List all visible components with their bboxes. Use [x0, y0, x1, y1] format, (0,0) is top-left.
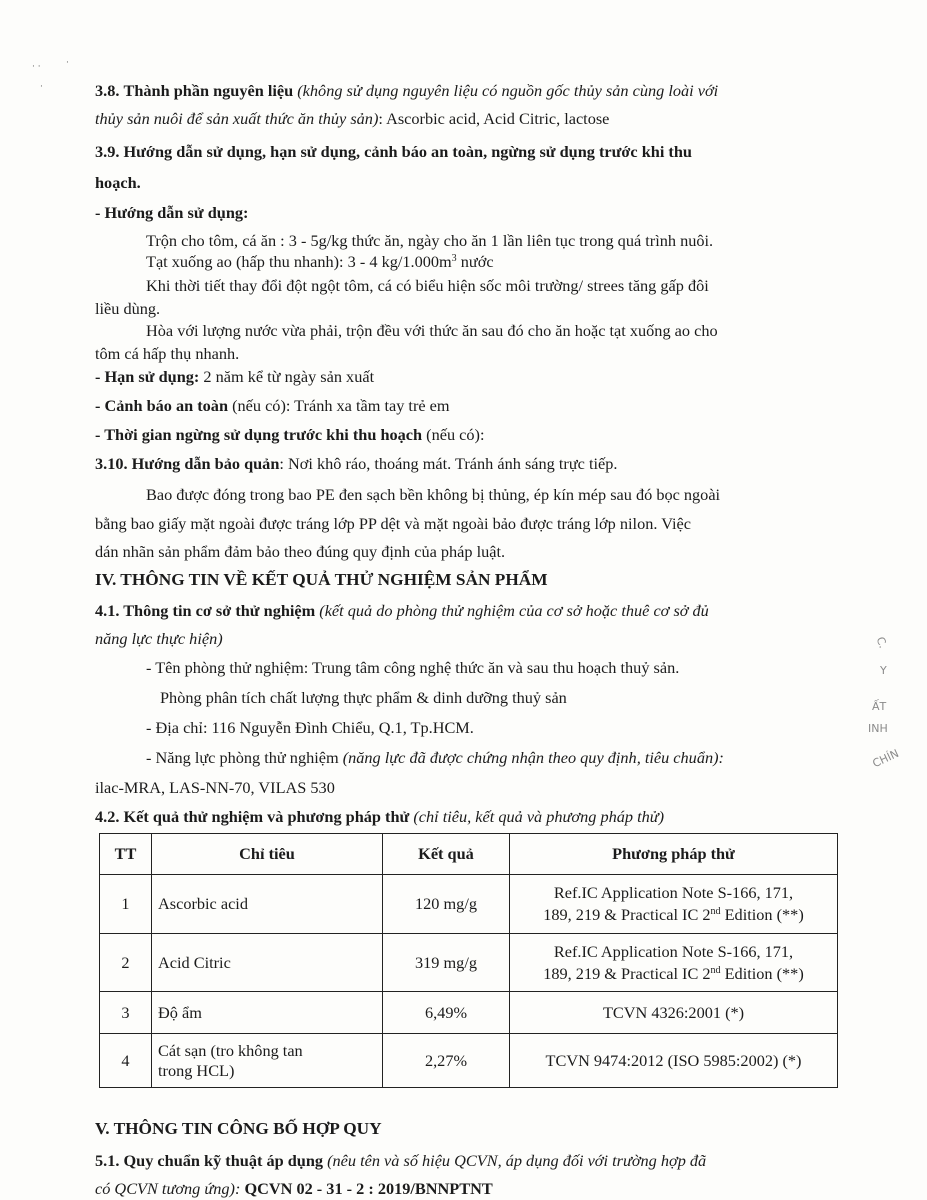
shelf-life: - Hạn sử dụng: 2 năm kể từ ngày sản xuất — [95, 367, 375, 386]
lab-name: - Tên phòng thử nghiệm: Trung tâm công nghệ thức ăn và sau thu hoạch thuỷ sản. — [146, 658, 680, 677]
row-index: 4 — [100, 1034, 152, 1088]
indicator-cell: Ascorbic acid — [152, 875, 383, 934]
usage-line-4: Hòa với lượng nước vừa phải, trộn đều với thức ăn sau đó cho ăn hoặc tạt xuống ao cho — [146, 321, 718, 340]
storage-para-2: bằng bao giấy mặt ngoài được tráng lớp PP dệt và mặt ngoài bảo được tráng lớp nilon. Việc — [95, 514, 691, 533]
usage-line-1: Trộn cho tôm, cá ăn : 3 - 5g/kg thức ăn, ngày cho ăn 1 lần liên tục trong quá trình nuôi. — [146, 231, 714, 250]
row-index: 1 — [100, 875, 152, 934]
indicator-cell: Cát sạn (tro không tan trong HCL) — [152, 1034, 383, 1088]
usage-line-2: Tạt xuống ao (hấp thu nhanh): 3 - 4 $kg/1.000m^3$ nước — [146, 252, 494, 271]
table-row — [100, 1034, 838, 1088]
table-row — [100, 992, 838, 1034]
stamp-fragment: ẤT — [872, 700, 887, 713]
section-4-1-note-cont: năng lực thực hiện) — [95, 629, 223, 648]
indicator-cell: Độ ẩm — [152, 992, 383, 1034]
column-header: Kết quả — [383, 834, 510, 875]
section-title: Thành phần nguyên liệu — [123, 81, 294, 100]
usage-line-4-cont: tôm cá hấp thụ nhanh. — [95, 344, 240, 363]
lab-accreditations: ilac-MRA, LAS-NN-70, VILAS 530 — [95, 778, 335, 797]
section-number: 3.8. — [95, 81, 120, 100]
method-cell: Ref.IC Application Note S-166, 171, 189, 219 & Practical IC 2nd Edition (**) — [510, 875, 838, 934]
storage-para-3: dán nhãn sản phẩm đảm bảo theo đúng quy định của pháp luật. — [95, 542, 506, 561]
column-header: Phương pháp thử — [510, 834, 838, 875]
section-3-8-line2 — [95, 108, 609, 130]
safety-warning: - Cảnh báo an toàn (nếu có): Tránh xa tầm tay trẻ em — [95, 396, 450, 415]
lab-address: - Địa chỉ: 116 Nguyễn Đình Chiểu, Q.1, Tp.HCM. — [146, 718, 474, 737]
column-header: TT — [100, 834, 152, 875]
usage-line-3: Khi thời tiết thay đổi đột ngột tôm, cá có biểu hiện sốc môi trường/ strees tăng gấp đôi — [146, 276, 709, 295]
lab-department: Phòng phân tích chất lượng thực phẩm & dinh dưỡng thuỷ sản — [160, 688, 567, 707]
section-v-heading: V. THÔNG TIN CÔNG BỐ HỢP QUY — [95, 1119, 382, 1138]
table-row — [100, 875, 838, 934]
result-cell: 120 mg/g — [383, 875, 510, 934]
section-note: (không sử dụng nguyên liệu có nguồn gốc thủy sản cùng loài với — [297, 81, 719, 100]
stamp-fragment: INH — [868, 722, 888, 735]
table-row — [100, 934, 838, 992]
method-cell: Ref.IC Application Note S-166, 171, 189, 219 & Practical IC 2nd Edition (**) — [510, 934, 838, 992]
usage-heading: - Hướng dẫn sử dụng: — [95, 203, 249, 222]
section-4-1-title: 4.1. Thông tin cơ sở thử nghiệm (kết quả do phòng thử nghiệm của cơ sở hoặc thuê cơ sở đủ — [95, 601, 709, 620]
result-cell: 319 mg/g — [383, 934, 510, 992]
result-cell: 6,49% — [383, 992, 510, 1034]
result-cell: 2,27% — [383, 1034, 510, 1088]
section-5-1-title: 5.1. Quy chuẩn kỹ thuật áp dụng (nêu tên và số hiệu QCVN, áp dụng đối với trường hợp đã — [95, 1151, 707, 1170]
stamp-fragment: CHÍN — [870, 746, 901, 771]
test-results-table — [99, 833, 838, 1088]
method-cell: TCVN 4326:2001 (*) — [510, 992, 838, 1034]
usage-line-3-cont: liều dùng. — [95, 299, 161, 318]
indicator-cell: Acid Citric — [152, 934, 383, 992]
section-3-8-line1 — [95, 80, 718, 102]
row-index: 2 — [100, 934, 152, 992]
ingredient-list: : Ascorbic acid, Acid Citric, lactose — [378, 109, 610, 128]
section-iv-heading: IV. THÔNG TIN VỀ KẾT QUẢ THỬ NGHIỆM SẢN PHẨM — [95, 570, 548, 589]
scan-speck: · — [40, 82, 43, 92]
stamp-fragment: Y — [880, 664, 887, 677]
table-header-row — [100, 834, 838, 875]
section-5-1-cont: có QCVN tương ứng): QCVN 02 - 31 - 2 : 2019/BNNPTNT — [95, 1179, 493, 1198]
section-4-2-title: 4.2. Kết quả thử nghiệm và phương pháp thử (chỉ tiêu, kết quả và phương pháp thử) — [95, 807, 665, 826]
scan-speck: · — [66, 58, 69, 68]
withdrawal-period: - Thời gian ngừng sử dụng trước khi thu hoạch (nếu có): — [95, 425, 485, 444]
column-header: Chỉ tiêu — [152, 834, 383, 875]
stamp-fragment: C. — [873, 635, 890, 650]
section-3-9-title-cont: hoạch. — [95, 173, 141, 192]
lab-capacity: - Năng lực phòng thử nghiệm (năng lực đã được chứng nhận theo quy định, tiêu chuẩn): — [146, 748, 724, 767]
section-note: thủy sản nuôi để sản xuất thức ăn thủy sản) — [95, 109, 379, 128]
method-cell: TCVN 9474:2012 (ISO 5985:2002) (*) — [510, 1034, 838, 1088]
section-3-9-title: 3.9. Hướng dẫn sử dụng, hạn sử dụng, cảnh báo an toàn, ngừng sử dụng trước khi thu — [95, 142, 692, 161]
scan-speck: · · — [32, 62, 41, 72]
row-index: 3 — [100, 992, 152, 1034]
section-3-10: 3.10. Hướng dẫn bảo quản: Nơi khô ráo, thoáng mát. Tránh ánh sáng trực tiếp. — [95, 454, 618, 473]
storage-para-1: Bao được đóng trong bao PE đen sạch bền không bị thủng, ép kín mép sau đó bọc ngoài — [146, 485, 721, 504]
